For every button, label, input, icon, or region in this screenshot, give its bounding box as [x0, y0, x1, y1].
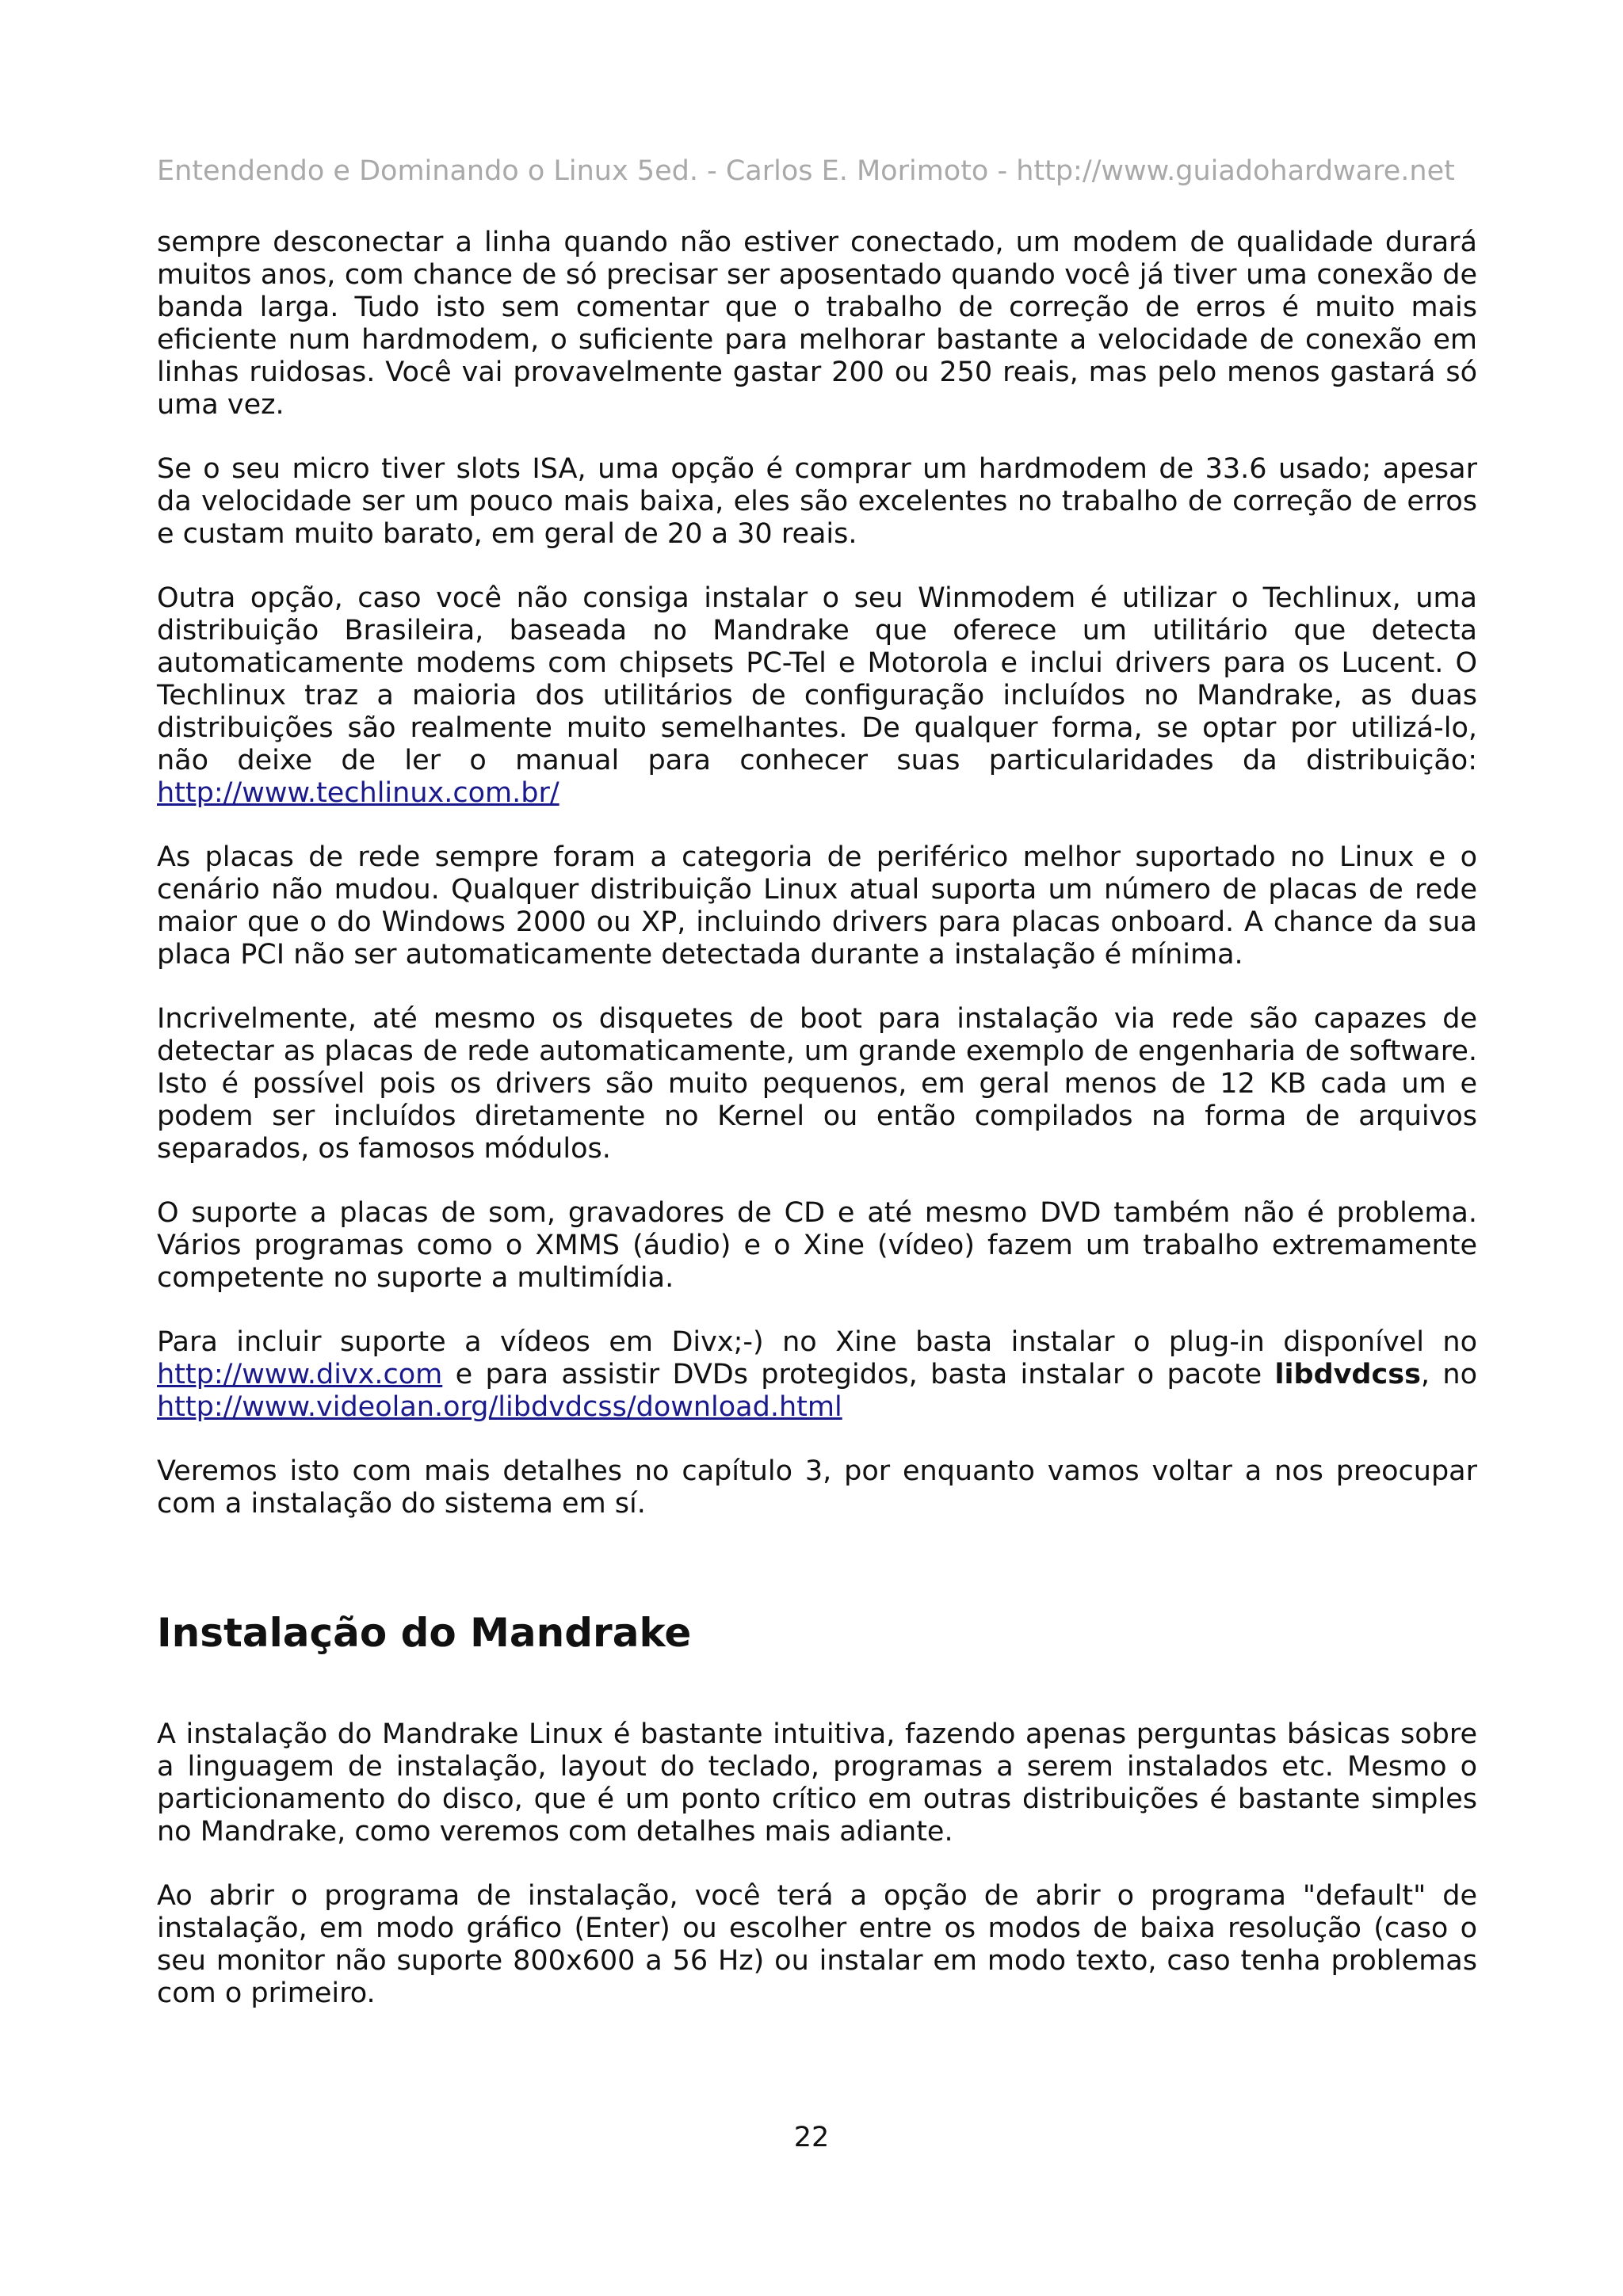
paragraph-install-modes: Ao abrir o programa de instalação, você terá a opção de abrir o programa "default" de instalação, em modo gráfico (Enter) ou escolher entre os modos de baixa resolução (caso o seu monitor não suporte 800x600 a 56 Hz) ou instalar em modo texto, caso tenha problemas com o primeiro.: [157, 1880, 1477, 2009]
paragraph-boot-floppies: Incrivelmente, até mesmo os disquetes de boot para instalação via rede são capazes de detectar as placas de rede automaticamente, um grande exemplo de engenharia de software. Isto é possível pois os drivers são muito pequenos, em geral menos de 12 KB cada um e podem ser incluídos diretamente no Kernel ou então compilados na forma de arquivos separados, os famosos módulos.: [157, 1003, 1477, 1165]
divx-link[interactable]: http://www.divx.com: [157, 1359, 443, 1390]
techlinux-text: Outra opção, caso você não consiga instalar o seu Winmodem é utilizar o Techlinux, uma distribuição Brasileira, baseada no Mandrake que oferece um utilitário que detecta automaticamente modems com chipsets PC-Tel e Motorola e inclui drivers para os Lucent. O Techlinux traz a maioria dos utilitários de configuração incluídos no Mandrake, as duas distribuições são realmente muito semelhantes. De qualquer forma, se optar por utilizá-lo, não deixe de ler o manual para conhecer suas particularidades da distribuição:: [157, 582, 1477, 776]
page-body: [157, 227, 1477, 2042]
paragraph-mandrake-install: A instalação do Mandrake Linux é bastante intuitiva, fazendo apenas perguntas básicas sobre a linguagem de instalação, layout do teclado, programas a serem instalados etc. Mesmo o particionamento do disco, que é um ponto crítico em outras distribuições é bastante simples no Mandrake, como veremos com detalhes mais adiante.: [157, 1718, 1477, 1848]
running-header: Entendendo e Dominando o Linux 5ed. - Carlos E. Morimoto - http://www.guiadohardware.net: [157, 155, 1455, 187]
techlinux-link[interactable]: http://www.techlinux.com.br/: [157, 777, 559, 809]
libdvdcss-package-name: libdvdcss: [1274, 1359, 1421, 1390]
divx-text-c: , no: [1420, 1359, 1477, 1390]
paragraph-chapter-3-note: Veremos isto com mais detalhes no capítulo 3, por enquanto vamos voltar a nos preocupar com a instalação do sistema em sí.: [157, 1455, 1477, 1520]
paragraph-sound-cards: O suporte a placas de som, gravadores de CD e até mesmo DVD também não é problema. Vários programas como o XMMS (áudio) e o Xine (vídeo) fazem um trabalho extremamente competente no suporte a multimídia.: [157, 1197, 1477, 1294]
paragraph-isa-hardmodem: Se o seu micro tiver slots ISA, uma opção é comprar um hardmodem de 33.6 usado; apesar da velocidade ser um pouco mais baixa, eles são excelentes no trabalho de correção de erros e custam muito barato, em geral de 20 a 30 reais.: [157, 453, 1477, 550]
paragraph-hardmodem-quality: sempre desconectar a linha quando não estiver conectado, um modem de qualidade durará muitos anos, com chance de só precisar ser aposentado quando você já tiver uma conexão de banda larga. Tudo isto sem comentar que o trabalho de correção de erros é muito mais eficiente num hardmodem, o suficiente para melhorar bastante a velocidade de conexão em linhas ruidosas. Você vai provavelmente gastar 200 ou 250 reais, mas pelo menos gastará só uma vez.: [157, 227, 1477, 421]
paragraph-network-cards: As placas de rede sempre foram a categoria de periférico melhor suportado no Linux e o cenário não mudou. Qualquer distribuição Linux atual suporta um número de placas de rede maior que o do Windows 2000 ou XP, incluindo drivers para placas onboard. A chance da sua placa PCI não ser automaticamente detectada durante a instalação é mínima.: [157, 841, 1477, 971]
divx-text-a: Para incluir suporte a vídeos em Divx;-) no Xine basta instalar o plug-in disponível no: [157, 1326, 1477, 1358]
section-heading: Instalação do Mandrake: [157, 1610, 692, 1656]
paragraph-divx-dvd: [157, 1326, 1477, 1424]
divx-text-b: e para assistir DVDs protegidos, basta instalar o pacote: [455, 1359, 1262, 1390]
videolan-link[interactable]: http://www.videolan.org/libdvdcss/download.html: [157, 1391, 842, 1423]
page-number: 22: [793, 2122, 830, 2153]
paragraph-techlinux: [157, 582, 1477, 810]
